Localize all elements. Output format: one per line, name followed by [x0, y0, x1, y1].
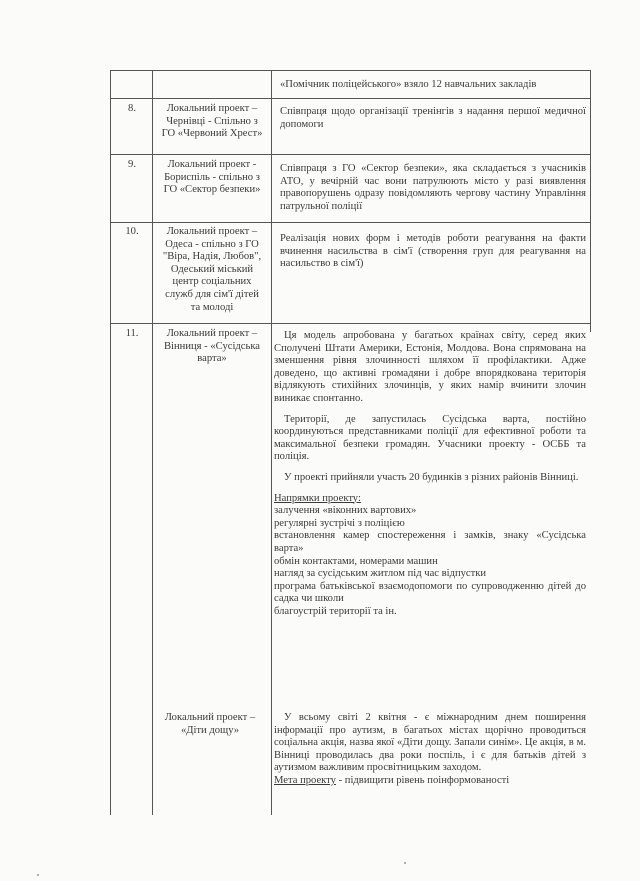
direction-item: регулярні зустрічі з поліцією — [274, 517, 405, 529]
table-top-border — [110, 70, 590, 71]
scan-speck — [404, 862, 406, 864]
row-divider — [110, 222, 590, 223]
row-description: Співпраця щодо організації тренінгів з надання першої медичної допомоги — [280, 106, 586, 130]
direction-item: програма батьківської взаємодопомоги по супроводженню дітей до садка чи школи — [274, 580, 586, 605]
row-description: Реалізація нових форм і методів роботи реагування на факти вчинення насильства в сім'ї (створення груп для реагування на насильство в сім'ї) — [280, 233, 586, 270]
table-column-divider-1 — [152, 70, 153, 815]
direction-item: благоустрій території та ін. — [274, 605, 397, 617]
paragraph: Території, де запустилась Сусідська варта, постійно координуються представниками поліції для ефективної роботи та максимальної безпеки громадян. Учасники проекту - ОСББ та поліція. — [274, 413, 586, 463]
direction-item: встановлення камер спостереження і замків, знаку «Сусідська варта» — [274, 530, 586, 554]
direction-item: залучення «віконних вартових» — [274, 505, 417, 517]
row-number: 8. — [128, 103, 136, 114]
project-name: Локальний проект - Бориспіль - спільно з ГО «Сектор безпеки» — [163, 159, 261, 196]
row-divider — [110, 154, 590, 155]
row-number: 10. — [125, 226, 139, 237]
paragraph: Ця модель апробована у багатьох країнах світу, серед яких Сполучені Штати Америки, Естонія, Молдова. Вона спрямована на зменшення рівня злочинності шляхом її профілактики. Адже доведено, що активні громадяни і добре впорядкована територія відлякують стихійних злочинців, у яких намір вчинити злочин виникає спонтанно. — [274, 330, 586, 404]
scan-speck — [37, 874, 39, 876]
project-name: Локальний проект – Вінниця - «Сусідська варта» — [163, 328, 261, 365]
row-description: Співпраця з ГО «Сектор безпеки», яка складається з учасників АТО, у вечірній час вони патрулюють місто у разі виявлення правопорушень одразу повідомляють чергову частину Управління патрульної поліції — [280, 163, 586, 212]
direction-item: нагляд за сусідським житлом під час відпустки — [274, 568, 487, 580]
sub-project-description — [274, 712, 586, 788]
row-divider — [110, 98, 590, 99]
paragraph: У всьому світі 2 квітня - є міжнародним днем поширення інформації про аутизм, в багатьох містах щорічно проводиться соціальна акція, назва якої «Діти дощу. Запали синім». Це акція, в м. Вінниці проводилась два роки поспіль, і є для батьків дітей з аутизмом важливим просвітницьким заходом. — [274, 712, 586, 774]
table-column-divider-2 — [271, 70, 272, 815]
sub-project-name: Локальний проект – «Діти дощу» — [164, 712, 256, 736]
goal-line — [274, 775, 586, 788]
goal-text: - підвищити рівень поінформованості — [335, 774, 510, 786]
row-description: «Помічник поліцейського» взяло 12 навчальних закладів — [280, 79, 537, 90]
direction-item: обмін контактами, номерами машин — [274, 555, 438, 567]
goal-label: Мета проекту — [274, 774, 336, 786]
project-name: Локальний проект – Одеса - спільно з ГО "Віра, Надія, Любов", Одеський міський центр соціальних служб для сім'ї дітей та молоді — [162, 226, 262, 313]
table-right-border — [590, 70, 591, 332]
directions-heading: Напрямки проекту: — [274, 492, 361, 504]
row-number: 9. — [128, 159, 136, 170]
table-left-border — [110, 70, 111, 815]
paragraph: У проекті прийняли участь 20 будинків з різних районів Вінниці. — [284, 471, 579, 483]
row-number: 11. — [125, 328, 139, 339]
row-divider — [110, 323, 590, 324]
project-name: Локальний проект – Чернівці - Спільно з ГО «Червоний Хрест» — [161, 103, 263, 140]
row-description — [274, 330, 586, 618]
